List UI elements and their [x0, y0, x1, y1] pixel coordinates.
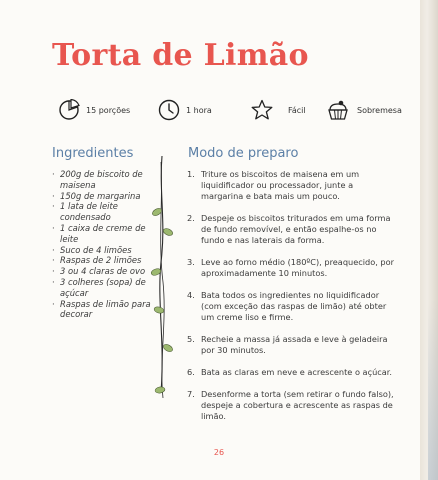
page-number: 26	[213, 448, 225, 457]
step-number: 5.	[187, 334, 195, 344]
difficulty-label: Fácil	[288, 105, 306, 115]
cupcake-icon	[327, 99, 349, 121]
ingredient-item: · 1 caixa de creme de leite	[52, 223, 157, 245]
category-label: Sobremesa	[357, 105, 402, 115]
step-number: 4.	[187, 290, 195, 300]
step-text: Despeje os biscoitos triturados em uma forma de fundo removível, e então espalhe-os no fundo e nas laterais da forma.	[201, 213, 391, 245]
step-text: Bata todos os ingredientes no liquidificador (com exceção das raspas de limão) até obter um creme liso e firme.	[201, 290, 387, 322]
ingredient-item: · 3 colheres (sopa) de açúcar	[52, 277, 157, 299]
preparation-heading: Modo de preparo	[188, 146, 299, 161]
step-text: Bata as claras em neve e acrescente o açúcar.	[201, 367, 393, 377]
clock-icon	[158, 99, 180, 121]
meta-portions	[58, 97, 130, 123]
meta-difficulty	[250, 97, 306, 123]
pie-chart-icon	[58, 99, 80, 121]
ingredient-item: · 150g de margarina	[52, 191, 157, 202]
vine-decoration	[148, 152, 176, 402]
step-item	[187, 169, 397, 202]
step-text: Triture os biscoitos de maisena em um liquidificador ou processador, junte a margarina e bata mais um pouco.	[201, 169, 360, 201]
ingredient-item: · Suco de 4 limões	[52, 245, 157, 256]
step-text: Leve ao forno médio (180ºC), preaquecido, por aproximadamente 10 minutos.	[201, 257, 394, 278]
step-number: 3.	[187, 257, 195, 267]
step-number: 7.	[187, 389, 195, 399]
step-item	[187, 334, 397, 356]
ingredient-item: · Raspas de 2 limões	[52, 255, 157, 266]
ingredients-heading: Ingredientes	[52, 146, 134, 161]
step-item	[187, 389, 397, 422]
step-item	[187, 213, 397, 246]
meta-time	[158, 97, 212, 123]
preparation-steps	[187, 169, 397, 433]
step-text: Recheie a massa já assada e leve à geladeira por 30 minutos.	[201, 334, 388, 355]
ingredient-item: · Raspas de limão para decorar	[52, 299, 157, 321]
ingredient-item: · 3 ou 4 claras de ovo	[52, 266, 157, 277]
star-icon	[250, 99, 274, 121]
step-item	[187, 290, 397, 323]
step-text: Desenforme a torta (sem retirar o fundo falso), despeje a cobertura e acrescente as raspas de limão.	[201, 389, 394, 421]
step-number: 6.	[187, 367, 195, 377]
step-item	[187, 367, 397, 378]
recipe-title: Torta de Limão	[52, 38, 309, 73]
ingredient-item: · 200g de biscoito de maisena	[52, 169, 157, 191]
step-number: 1.	[187, 169, 195, 179]
step-number: 2.	[187, 213, 195, 223]
step-item	[187, 257, 397, 279]
time-label: 1 hora	[186, 105, 212, 115]
portions-label: 15 porções	[86, 105, 131, 115]
meta-category	[327, 97, 402, 123]
ingredient-item: · 1 lata de leite condensado	[52, 201, 157, 223]
ingredients-list	[52, 169, 157, 320]
